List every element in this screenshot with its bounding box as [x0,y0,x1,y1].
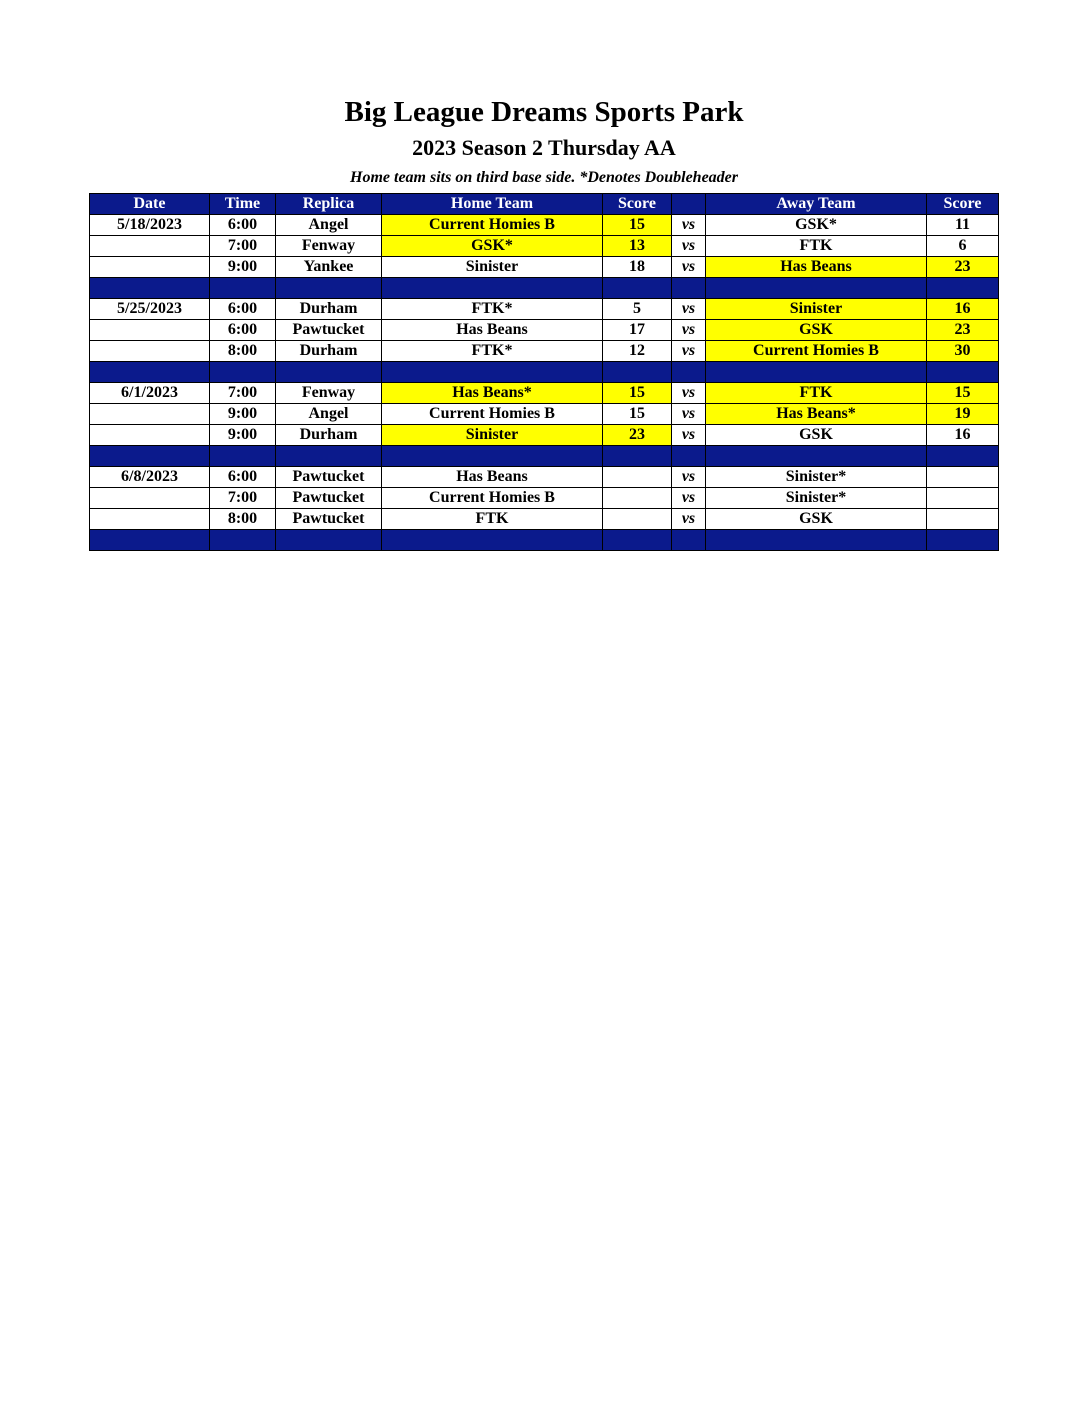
date-cell: 6/1/2023 [90,383,210,404]
schedule-body [90,215,999,551]
game-row [90,341,999,362]
home-team-cell: FTK* [382,341,603,362]
game-row [90,488,999,509]
time-cell: 7:00 [210,383,276,404]
replica-cell: Durham [276,299,382,320]
away-team-cell: GSK [706,509,927,530]
home-team-cell: Sinister [382,425,603,446]
time-cell: 7:00 [210,488,276,509]
separator-cell [90,530,210,551]
away-score-cell: 16 [927,425,999,446]
time-cell: 9:00 [210,425,276,446]
replica-cell: Fenway [276,236,382,257]
away-team-cell: GSK [706,320,927,341]
away-score-cell: 23 [927,320,999,341]
home-team-cell: Has Beans [382,320,603,341]
home-team-cell: FTK* [382,299,603,320]
away-score-cell [927,467,999,488]
away-score-cell: 23 [927,257,999,278]
separator-cell [210,446,276,467]
schedule-note: Home team sits on third base side. *Denotes Doubleheader [350,169,738,186]
home-score-cell: 12 [603,341,672,362]
date-cell [90,404,210,425]
away-team-cell: FTK [706,236,927,257]
date-cell [90,509,210,530]
vs-cell: vs [672,467,706,488]
game-row [90,383,999,404]
home-team-cell: Has Beans* [382,383,603,404]
game-row [90,299,999,320]
game-row [90,236,999,257]
home-team-cell: Current Homies B [382,404,603,425]
home-team-cell: Current Homies B [382,488,603,509]
separator-cell [603,362,672,383]
separator-cell [276,530,382,551]
time-cell: 6:00 [210,215,276,236]
replica-cell: Durham [276,425,382,446]
separator-cell [603,530,672,551]
home-score-cell: 13 [603,236,672,257]
separator-cell [706,446,927,467]
replica-cell: Pawtucket [276,467,382,488]
separator-cell [672,278,706,299]
away-team-cell: GSK [706,425,927,446]
vs-cell: vs [672,509,706,530]
home-score-cell [603,467,672,488]
separator-cell [672,530,706,551]
page-subtitle: 2023 Season 2 Thursday AA [412,135,676,160]
vs-cell: vs [672,320,706,341]
separator-cell [382,446,603,467]
time-cell: 6:00 [210,467,276,488]
col-header-home-team: Home Team [382,194,603,215]
separator-cell [603,446,672,467]
schedule-table [89,193,999,551]
home-score-cell: 5 [603,299,672,320]
away-score-cell: 19 [927,404,999,425]
separator-cell [210,278,276,299]
away-score-cell [927,488,999,509]
col-header-home-score: Score [603,194,672,215]
home-score-cell [603,488,672,509]
separator-row [90,362,999,383]
replica-cell: Pawtucket [276,509,382,530]
away-score-cell [927,509,999,530]
separator-cell [672,446,706,467]
home-team-cell: FTK [382,509,603,530]
table-header-row [90,194,999,215]
date-cell: 6/8/2023 [90,467,210,488]
separator-row [90,278,999,299]
game-row [90,509,999,530]
vs-cell: vs [672,299,706,320]
home-team-cell: Current Homies B [382,215,603,236]
time-cell: 6:00 [210,299,276,320]
home-team-cell: Sinister [382,257,603,278]
separator-cell [382,362,603,383]
time-cell: 7:00 [210,236,276,257]
separator-cell [90,278,210,299]
vs-cell: vs [672,215,706,236]
home-score-cell: 23 [603,425,672,446]
separator-cell [927,446,999,467]
vs-cell: vs [672,383,706,404]
replica-cell: Fenway [276,383,382,404]
date-cell [90,341,210,362]
date-cell [90,425,210,446]
away-team-cell: Sinister* [706,488,927,509]
replica-cell: Pawtucket [276,320,382,341]
time-cell: 8:00 [210,509,276,530]
replica-cell: Angel [276,404,382,425]
away-score-cell: 15 [927,383,999,404]
replica-cell: Angel [276,215,382,236]
away-team-cell: FTK [706,383,927,404]
away-team-cell: Has Beans* [706,404,927,425]
game-row [90,320,999,341]
col-header-vs [672,194,706,215]
time-cell: 8:00 [210,341,276,362]
away-score-cell: 6 [927,236,999,257]
home-score-cell: 17 [603,320,672,341]
game-row [90,215,999,236]
home-team-cell: GSK* [382,236,603,257]
home-team-cell: Has Beans [382,467,603,488]
game-row [90,425,999,446]
home-score-cell: 15 [603,383,672,404]
vs-cell: vs [672,404,706,425]
replica-cell: Durham [276,341,382,362]
away-team-cell: Sinister [706,299,927,320]
date-cell [90,257,210,278]
separator-cell [672,362,706,383]
vs-cell: vs [672,236,706,257]
replica-cell: Yankee [276,257,382,278]
vs-cell: vs [672,257,706,278]
separator-cell [927,362,999,383]
game-row [90,467,999,488]
separator-cell [90,446,210,467]
home-score-cell: 15 [603,215,672,236]
time-cell: 6:00 [210,320,276,341]
separator-cell [927,278,999,299]
separator-cell [276,278,382,299]
separator-cell [382,530,603,551]
col-header-away-score: Score [927,194,999,215]
separator-cell [706,530,927,551]
vs-cell: vs [672,341,706,362]
game-row [90,404,999,425]
time-cell: 9:00 [210,404,276,425]
separator-cell [927,530,999,551]
home-score-cell: 18 [603,257,672,278]
date-cell [90,236,210,257]
separator-cell [382,278,603,299]
separator-cell [603,278,672,299]
separator-cell [276,446,382,467]
away-score-cell: 30 [927,341,999,362]
time-cell: 9:00 [210,257,276,278]
away-score-cell: 11 [927,215,999,236]
date-cell [90,488,210,509]
col-header-replica: Replica [276,194,382,215]
away-team-cell: Sinister* [706,467,927,488]
replica-cell: Pawtucket [276,488,382,509]
separator-row [90,530,999,551]
col-header-time: Time [210,194,276,215]
separator-cell [276,362,382,383]
away-team-cell: Has Beans [706,257,927,278]
home-score-cell: 15 [603,404,672,425]
date-cell: 5/18/2023 [90,215,210,236]
separator-cell [210,362,276,383]
page-title: Big League Dreams Sports Park [344,96,744,128]
col-header-date: Date [90,194,210,215]
away-score-cell: 16 [927,299,999,320]
separator-row [90,446,999,467]
away-team-cell: Current Homies B [706,341,927,362]
date-cell: 5/25/2023 [90,299,210,320]
vs-cell: vs [672,488,706,509]
away-team-cell: GSK* [706,215,927,236]
separator-cell [90,362,210,383]
date-cell [90,320,210,341]
vs-cell: vs [672,425,706,446]
separator-cell [706,362,927,383]
separator-cell [210,530,276,551]
separator-cell [706,278,927,299]
col-header-away-team: Away Team [706,194,927,215]
game-row [90,257,999,278]
home-score-cell [603,509,672,530]
